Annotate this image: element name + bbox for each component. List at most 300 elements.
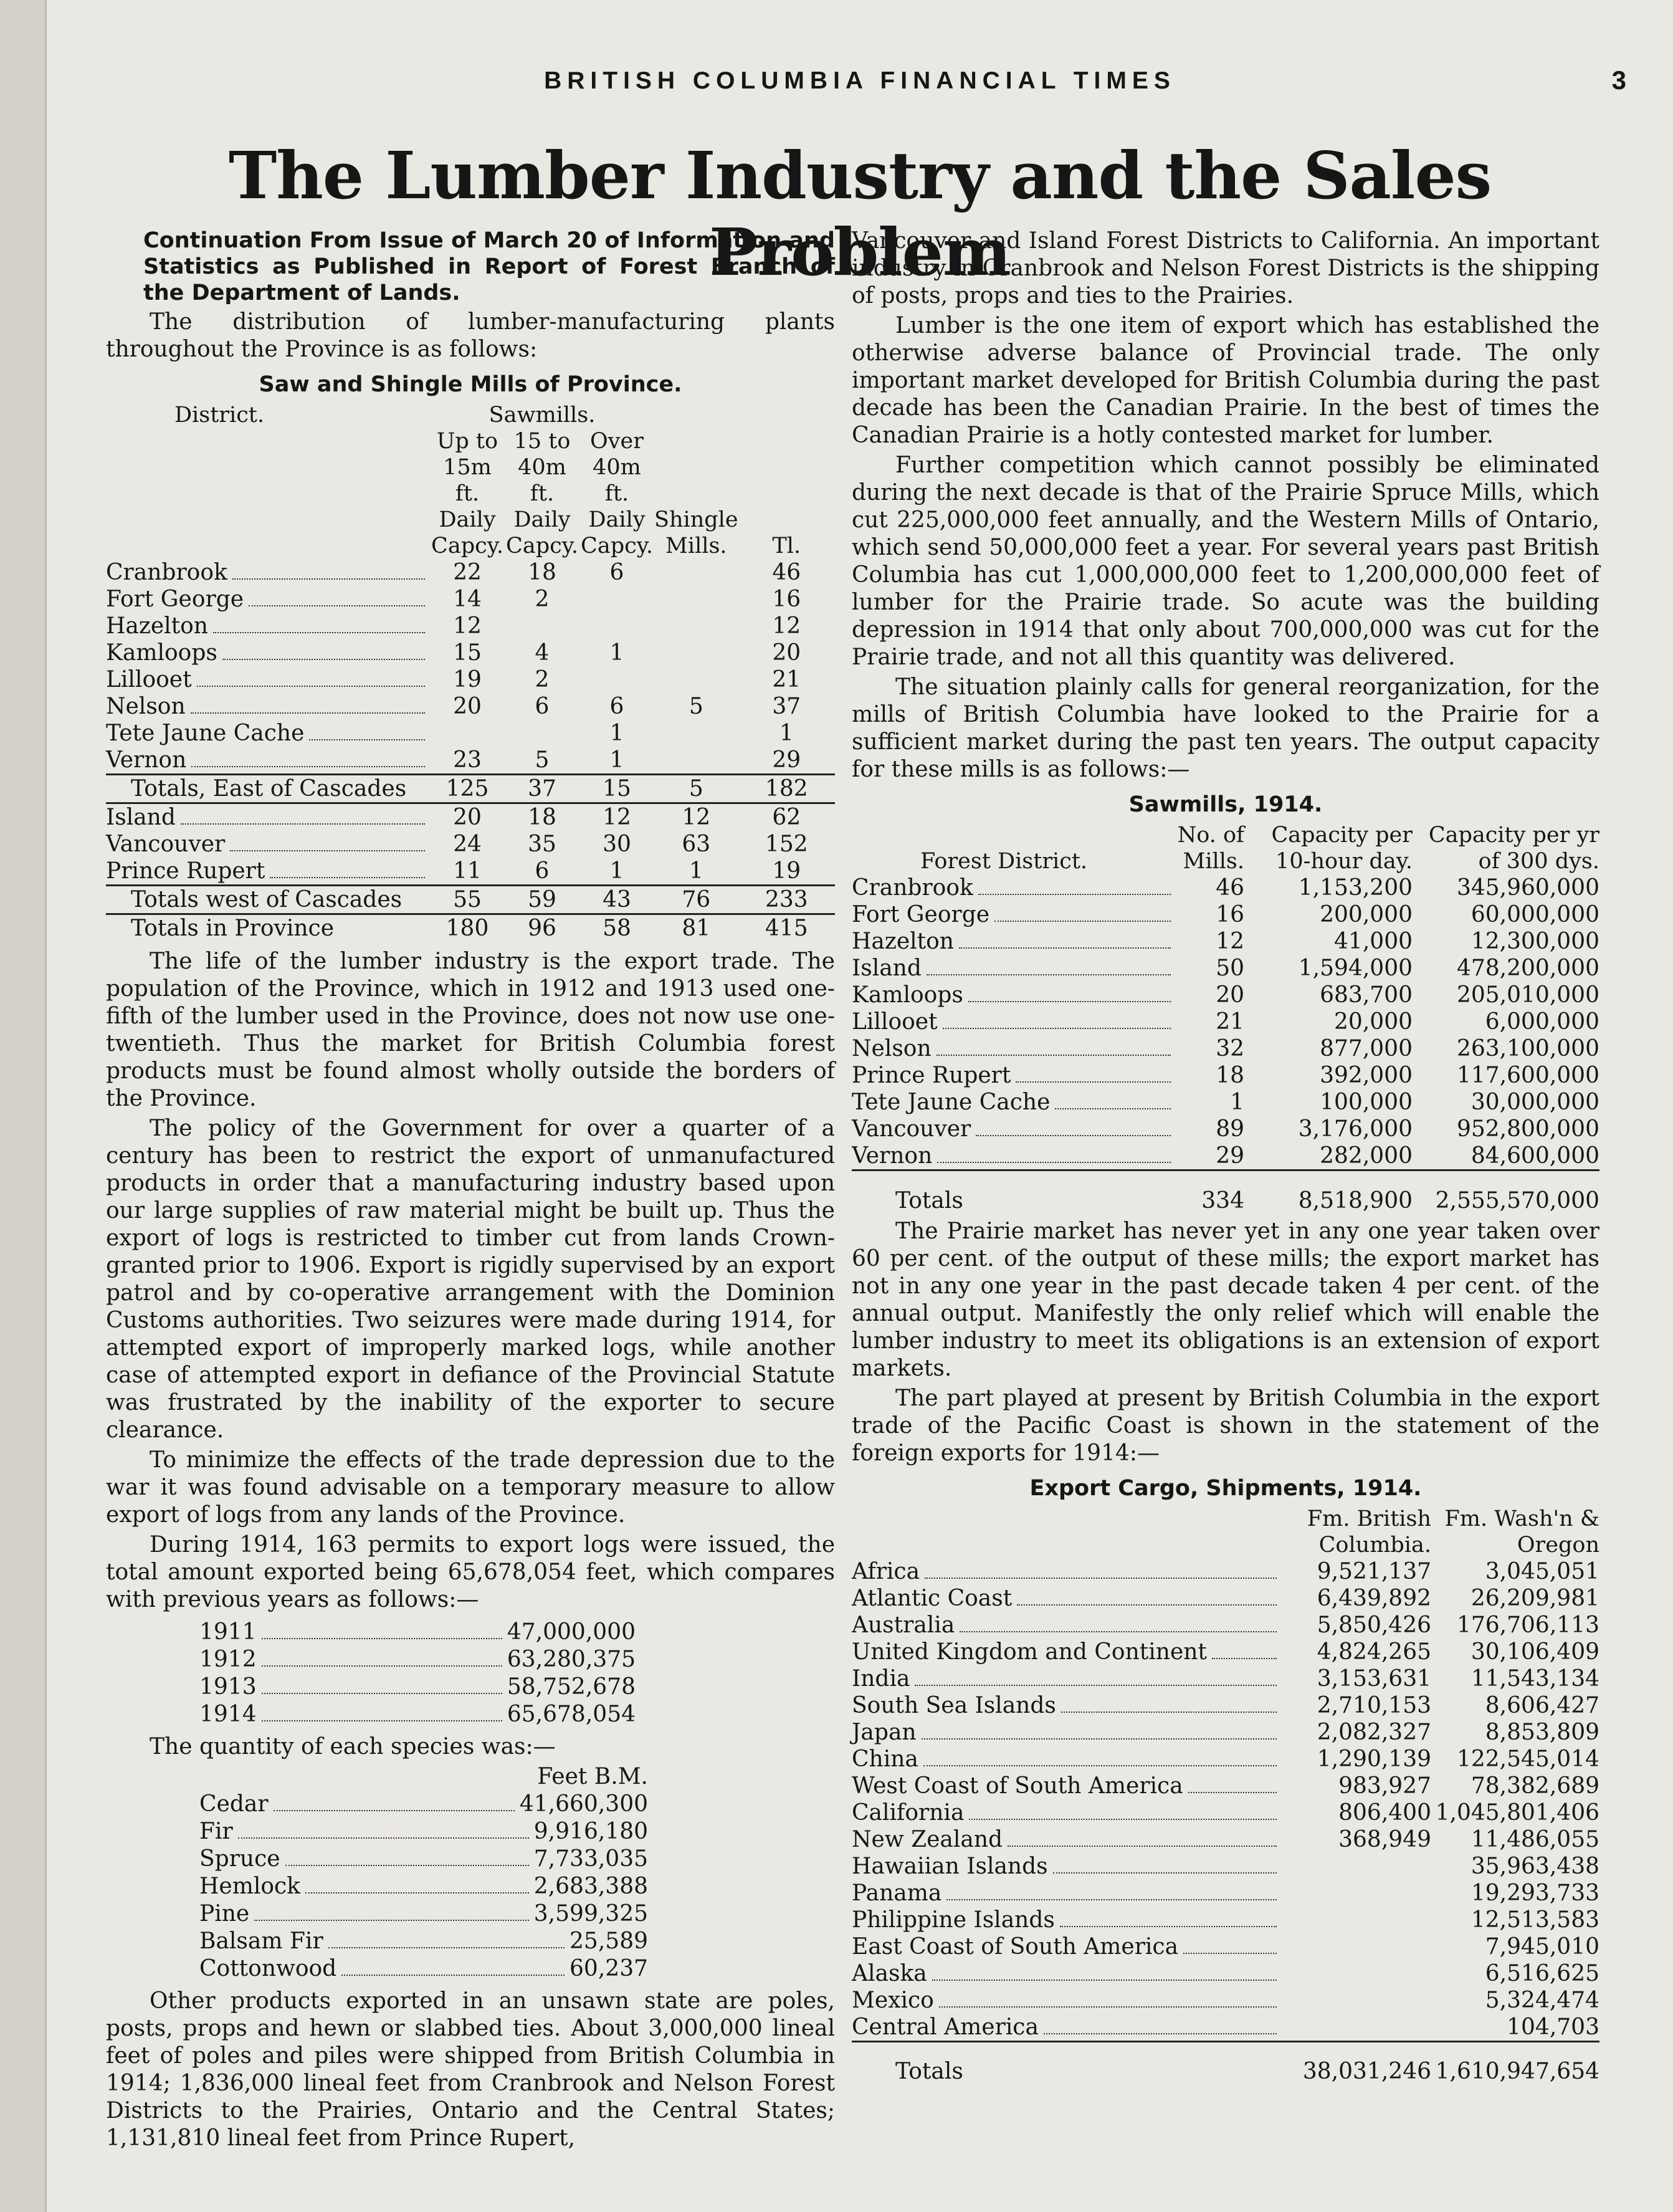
table-cell: 84,600,000 bbox=[1470, 1143, 1599, 1169]
page-binding-edge bbox=[0, 0, 47, 2212]
table-cell: 368,949 bbox=[1338, 1826, 1431, 1852]
item-value: 58,752,678 bbox=[507, 1674, 636, 1700]
list-item bbox=[199, 1701, 636, 1728]
table-cell: 59 bbox=[505, 886, 579, 914]
page-number: 3 bbox=[1611, 65, 1626, 95]
table-cell: 5 bbox=[654, 775, 738, 803]
table-cell: 12 bbox=[1216, 929, 1244, 954]
table-cell: 6,439,892 bbox=[1317, 1585, 1431, 1611]
export-table bbox=[852, 1506, 1599, 2085]
paragraph: Other products exported in an unsawn state are poles, posts, props and hewn or slabbed ties. About 3,000,000 lineal feet of poles and piles were shipped from British Columbia in 1914; 1,836,000 lineal feet from Cranbrook and Nelson Forest Districts to the Prairies, Ontario and the Central States; 1,131,810 lineal feet from Prince Rupert, bbox=[106, 1988, 835, 2151]
dot-leader bbox=[915, 1685, 1277, 1686]
dot-leader bbox=[968, 1001, 1171, 1002]
list-item bbox=[199, 1900, 648, 1928]
dot-leader bbox=[923, 1765, 1277, 1766]
table-cell: 46 bbox=[772, 560, 801, 585]
paragraph: The part played at present by British Columbia in the export trade of the Pacific Coast is shown in the statement of the foreign exports for 1914:— bbox=[852, 1385, 1599, 1466]
col-header: Fm. Wash'n & Oregon bbox=[1444, 1506, 1599, 1558]
table-cell bbox=[1282, 1907, 1431, 1933]
table-cell: 18 bbox=[1216, 1063, 1244, 1088]
row-label: Australia bbox=[852, 1612, 955, 1638]
dot-leader bbox=[309, 739, 425, 740]
col-header: Sawmills. bbox=[489, 403, 596, 428]
table-cell: 30,106,409 bbox=[1470, 1639, 1599, 1665]
article-title: The Lumber Industry and the Sales Problem bbox=[228, 137, 1492, 290]
table-row bbox=[852, 1035, 1599, 1062]
dot-leader bbox=[1060, 1926, 1277, 1927]
row-label: Kamloops bbox=[106, 640, 217, 666]
table-cell: 38,031,246 bbox=[1282, 2041, 1431, 2085]
table-cell: 78,382,689 bbox=[1470, 1773, 1599, 1799]
table-cell: 392,000 bbox=[1320, 1063, 1413, 1088]
table-cell: 18 bbox=[528, 560, 556, 585]
row-label: Japan bbox=[852, 1719, 917, 1745]
table-cell: 345,960,000 bbox=[1456, 875, 1599, 901]
item-label: Cedar bbox=[199, 1791, 269, 1817]
table-cell: 1 bbox=[609, 640, 624, 666]
col-header: Fm. British Columbia. bbox=[1307, 1506, 1431, 1558]
row-label: Fort George bbox=[106, 587, 244, 612]
table-row bbox=[852, 1142, 1599, 1171]
row-label: Vernon bbox=[852, 1143, 933, 1169]
table-cell: 2,710,153 bbox=[1317, 1692, 1431, 1718]
table-cell bbox=[505, 613, 579, 639]
dot-leader bbox=[922, 1738, 1277, 1740]
row-label: Totals, East of Cascades bbox=[106, 775, 430, 803]
table-cell: 60,000,000 bbox=[1470, 902, 1599, 927]
dot-leader bbox=[197, 686, 425, 687]
table-cell: 1,290,139 bbox=[1317, 1746, 1431, 1772]
item-value: 3,599,325 bbox=[533, 1901, 648, 1927]
dot-leader bbox=[274, 1810, 515, 1811]
table-cell: 32 bbox=[1216, 1036, 1244, 1061]
table-cell bbox=[654, 666, 738, 693]
item-label: 1914 bbox=[199, 1702, 257, 1727]
species-header: Feet B.M. bbox=[537, 1764, 648, 1789]
table-cell: 1 bbox=[609, 721, 624, 746]
table-cell: 30,000,000 bbox=[1470, 1089, 1599, 1115]
table-cell: 23 bbox=[453, 747, 482, 773]
dot-leader bbox=[262, 1665, 502, 1667]
row-label: Totals west of Cascades bbox=[106, 886, 430, 914]
dot-leader bbox=[262, 1638, 502, 1639]
left-column bbox=[106, 227, 835, 2155]
table-row bbox=[852, 874, 1599, 901]
item-value: 65,678,054 bbox=[507, 1702, 636, 1727]
dot-leader bbox=[254, 1920, 529, 1921]
col-header: Shingle Mills. bbox=[654, 507, 738, 558]
table-cell: 15 bbox=[579, 775, 654, 803]
table-cell: 983,927 bbox=[1338, 1773, 1431, 1799]
table-cell: 20 bbox=[1216, 982, 1244, 1008]
table-row bbox=[106, 693, 835, 720]
table-cell bbox=[1282, 2014, 1431, 2042]
row-label: Atlantic Coast bbox=[852, 1585, 1013, 1611]
dot-leader bbox=[232, 578, 425, 580]
table-cell: 3,176,000 bbox=[1298, 1116, 1413, 1142]
table-cell: 12 bbox=[654, 803, 738, 831]
table-cell: 43 bbox=[579, 886, 654, 914]
table-row bbox=[852, 2014, 1599, 2042]
row-label: Totals bbox=[852, 1171, 1176, 1214]
paragraph: Further competition which cannot possibly be eliminated during the next decade is that of the Prairie Spruce Mills, which cut 225,000,000 feet annually, and the Western Mills of Ontario, which send 50,000,000 feet a year. For several years past British Columbia has cut 1,000,000,000 feet to 1,200,000,000 feet of lumber for the Prairie trade. So acute was the building depression in 1914 that only about 700,000,000 was cut for the Prairie trade, and not all this quantity was delivered. bbox=[852, 452, 1599, 670]
paragraph: The life of the lumber industry is the export trade. The population of the Province, which in 1912 and 1913 used one-fifth of the lumber used in the Province, does not now use one-twentieth. Thus the market for British Columbia forest products must be found almost wholly outside the borders of the Province. bbox=[106, 949, 835, 1111]
table-cell: 2,082,327 bbox=[1317, 1719, 1431, 1745]
dot-leader bbox=[305, 1892, 529, 1894]
table-cell bbox=[579, 666, 654, 693]
col-header: Capacity per 10-hour day. bbox=[1271, 823, 1413, 874]
item-value: 25,589 bbox=[570, 1928, 648, 1954]
col-header: Tl. bbox=[772, 534, 801, 558]
row-label: Prince Rupert bbox=[106, 858, 265, 884]
row-label: Island bbox=[106, 805, 176, 830]
table-cell: 15 bbox=[453, 640, 482, 666]
table-cell bbox=[1282, 1960, 1431, 1987]
dot-leader bbox=[1053, 1872, 1277, 1874]
sawmills-table bbox=[852, 822, 1599, 1214]
table-cell: 21 bbox=[772, 667, 801, 692]
table-cell: 8,606,427 bbox=[1485, 1692, 1599, 1718]
list-item bbox=[199, 1846, 648, 1873]
row-label: Cranbrook bbox=[852, 875, 973, 901]
table-cell: 12 bbox=[579, 803, 654, 831]
table-cell: 12 bbox=[772, 613, 801, 639]
row-label: New Zealand bbox=[852, 1826, 1003, 1852]
row-label: Panama bbox=[852, 1880, 942, 1906]
table-cell: 24 bbox=[453, 831, 482, 857]
table-row bbox=[106, 613, 835, 639]
dot-leader bbox=[1008, 1846, 1277, 1847]
item-value: 9,916,180 bbox=[533, 1819, 648, 1844]
running-head: BRITISH COLUMBIA FINANCIAL TIMES bbox=[544, 67, 1176, 94]
table-cell: 20,000 bbox=[1334, 1009, 1413, 1035]
item-label: Balsam Fir bbox=[199, 1928, 323, 1954]
col-header: Up to 15m ft. Daily Capcy. bbox=[431, 429, 503, 558]
table-cell: 122,545,014 bbox=[1456, 1746, 1599, 1772]
table-cell: 5 bbox=[535, 747, 550, 773]
paragraph: Lumber is the one item of export which has established the otherwise adverse balance of Provincial trade. The only important market developed for British Columbia during the past decade has been the Canadian Prairie. In the best of times the Canadian Prairie is a hotly contested market for lumber. bbox=[852, 313, 1599, 448]
table-cell: 2 bbox=[535, 587, 550, 612]
list-item bbox=[199, 1955, 648, 1983]
table-cell: 1 bbox=[1230, 1089, 1244, 1115]
col-header: 15 to 40m ft. Daily Capcy. bbox=[506, 429, 578, 558]
row-label: Nelson bbox=[852, 1036, 932, 1061]
table-cell: 11,486,055 bbox=[1470, 1826, 1599, 1852]
dot-leader bbox=[943, 1028, 1171, 1029]
table-cell bbox=[654, 747, 738, 775]
table-cell bbox=[1282, 1987, 1431, 2014]
item-label: 1911 bbox=[199, 1619, 257, 1645]
col-header: District. bbox=[174, 403, 264, 428]
table-cell bbox=[505, 720, 579, 747]
table-cell: 6 bbox=[609, 694, 624, 719]
paragraph: During 1914, 163 permits to export logs were issued, the total amount exported being 65,678,054 feet, which compares with previous years as follows:— bbox=[106, 1532, 835, 1612]
table-cell: 21 bbox=[1216, 1009, 1244, 1035]
table-cell: 62 bbox=[738, 803, 835, 831]
dot-leader bbox=[1212, 1658, 1277, 1659]
row-label: Cranbrook bbox=[106, 560, 227, 585]
table-cell: 334 bbox=[1176, 1171, 1244, 1214]
row-label: Tete Jaune Cache bbox=[106, 721, 305, 746]
dot-leader bbox=[213, 632, 425, 633]
table-cell: 16 bbox=[772, 587, 801, 612]
table-cell: 22 bbox=[453, 560, 482, 585]
row-label: Totals bbox=[852, 2041, 1282, 2085]
table-row bbox=[852, 1799, 1599, 1826]
table-cell: 1,594,000 bbox=[1298, 955, 1413, 981]
table-cell: 8,853,809 bbox=[1485, 1719, 1599, 1745]
table-cell bbox=[654, 559, 738, 586]
dot-leader bbox=[249, 605, 425, 606]
item-label: Spruce bbox=[199, 1846, 280, 1872]
list-item bbox=[199, 1619, 636, 1646]
table-row bbox=[852, 1746, 1599, 1773]
dot-leader bbox=[1061, 1712, 1277, 1713]
item-label: 1913 bbox=[199, 1674, 257, 1700]
dot-leader bbox=[262, 1720, 502, 1721]
row-label: Fort George bbox=[852, 902, 990, 927]
table-row bbox=[106, 858, 835, 886]
table-cell: 100,000 bbox=[1320, 1089, 1413, 1115]
dot-leader bbox=[1017, 1604, 1277, 1606]
table-cell: 8,518,900 bbox=[1244, 1171, 1413, 1214]
dot-leader bbox=[937, 1162, 1171, 1163]
list-item bbox=[199, 1791, 648, 1818]
table-cell: 18 bbox=[505, 803, 579, 831]
row-label: Africa bbox=[852, 1558, 920, 1584]
table-row bbox=[852, 1116, 1599, 1142]
table-row bbox=[106, 803, 835, 831]
table-row bbox=[852, 1692, 1599, 1719]
table-cell bbox=[1282, 1853, 1431, 1880]
table-row bbox=[852, 1062, 1599, 1089]
table-row bbox=[106, 666, 835, 693]
dot-leader bbox=[978, 894, 1171, 895]
table-row bbox=[106, 559, 835, 586]
row-label: United Kingdom and Continent bbox=[852, 1639, 1207, 1665]
table-row bbox=[106, 831, 835, 858]
dot-leader bbox=[191, 766, 425, 767]
row-label: Nelson bbox=[106, 694, 186, 719]
table-cell: 37 bbox=[505, 775, 579, 803]
table-cell: 19,293,733 bbox=[1470, 1880, 1599, 1906]
table-cell: 3,153,631 bbox=[1317, 1665, 1431, 1692]
table-cell: 2,555,570,000 bbox=[1413, 1171, 1599, 1214]
table-cell: 1,045,801,406 bbox=[1435, 1799, 1599, 1826]
item-label: Hemlock bbox=[199, 1874, 300, 1899]
dot-leader bbox=[927, 974, 1171, 975]
paragraph: The distribution of lumber-manufacturing plants throughout the Province is as follows: bbox=[106, 309, 835, 362]
table-row bbox=[106, 586, 835, 613]
table-cell: 6,000,000 bbox=[1485, 1009, 1599, 1035]
table-cell: 14 bbox=[453, 587, 482, 612]
dot-leader bbox=[932, 1980, 1277, 1981]
row-label: California bbox=[852, 1799, 965, 1826]
table-cell: 20 bbox=[430, 803, 505, 831]
totals-row bbox=[106, 886, 835, 914]
table-cell: 5,324,474 bbox=[1485, 1987, 1599, 2013]
dot-leader bbox=[969, 1819, 1277, 1820]
table-row bbox=[852, 1933, 1599, 1960]
dot-leader bbox=[1188, 1792, 1277, 1793]
table-row bbox=[852, 1960, 1599, 1987]
table-row bbox=[852, 1558, 1599, 1585]
table-cell: 26,209,981 bbox=[1470, 1585, 1599, 1611]
paragraph: Vancouver and Island Forest Districts to California. An important industry in Cranbrook and Nelson Forest Districts is the shipping of posts, props and ties to the Prairies. bbox=[852, 228, 1599, 309]
row-label: Hazelton bbox=[852, 929, 954, 954]
table-cell: 205,010,000 bbox=[1456, 982, 1599, 1008]
table-row bbox=[852, 955, 1599, 982]
dot-leader bbox=[328, 1947, 565, 1948]
table-row bbox=[852, 1612, 1599, 1639]
table-cell bbox=[430, 720, 505, 747]
row-label: Totals in Province bbox=[106, 914, 430, 942]
table-cell: 41,000 bbox=[1334, 929, 1413, 954]
table-cell: 4 bbox=[535, 640, 550, 666]
table-row bbox=[852, 1826, 1599, 1853]
table-row bbox=[852, 1008, 1599, 1035]
dot-leader bbox=[270, 877, 425, 878]
row-label: Central America bbox=[852, 2014, 1039, 2040]
table-cell: 6 bbox=[609, 560, 624, 585]
list-item bbox=[199, 1646, 636, 1673]
table-cell: 282,000 bbox=[1320, 1143, 1413, 1169]
table-cell bbox=[654, 639, 738, 666]
dot-leader bbox=[946, 1899, 1277, 1900]
table-cell: 11,543,134 bbox=[1470, 1665, 1599, 1692]
col-header: Over 40m ft. Daily Capcy. bbox=[581, 429, 653, 558]
table-cell: 1 bbox=[609, 858, 624, 884]
species-list bbox=[199, 1791, 648, 1983]
table-cell bbox=[654, 586, 738, 613]
paragraph: The policy of the Government for over a quarter of a century has been to restrict the export of unmanufactured products in order that a manufacturing industry based upon our large supplies of raw material might be built up. Thus the export of logs is restricted to timber cut from lands Crown-granted prior to 1906. Export is rigidly supervised by an export patrol and by co-operative arrangement with the Dominion Customs authorities. Two seizures were made during 1914, for attempted export of improperly marked logs, while another case of attempted export in defiance of the Provincial Statute was frustrated by the inability of the exporter to secure clearance. bbox=[106, 1116, 835, 1443]
item-value: 7,733,035 bbox=[533, 1846, 648, 1872]
table-cell: 2 bbox=[535, 667, 550, 692]
table-cell: 12,513,583 bbox=[1470, 1907, 1599, 1933]
dot-leader bbox=[976, 1135, 1171, 1136]
table-cell: 6,516,625 bbox=[1485, 1960, 1599, 1986]
row-label: East Coast of South America bbox=[852, 1933, 1179, 1960]
dot-leader bbox=[1016, 1081, 1171, 1083]
table-cell bbox=[654, 720, 738, 747]
table-cell: 19 bbox=[772, 858, 801, 884]
dot-leader bbox=[230, 850, 425, 851]
totals-row bbox=[852, 1171, 1599, 1214]
row-label: Vernon bbox=[106, 747, 187, 773]
dot-leader bbox=[262, 1693, 502, 1694]
table-row bbox=[106, 720, 835, 747]
mills-table-title: Saw and Shingle Mills of Province. bbox=[259, 372, 682, 397]
table-cell: 12,300,000 bbox=[1470, 929, 1599, 954]
row-label: Philippine Islands bbox=[852, 1907, 1055, 1933]
table-row bbox=[852, 1773, 1599, 1799]
table-cell: 29 bbox=[772, 747, 801, 773]
table-cell: 7,945,010 bbox=[1485, 1933, 1599, 1960]
dot-leader bbox=[1044, 2033, 1277, 2034]
lead-note: Continuation From Issue of March 20 of Information and Statistics as Published in Report of Forest Branch of the Department of Lands. bbox=[143, 228, 835, 305]
table-cell: 30 bbox=[603, 831, 631, 857]
dot-leader bbox=[238, 1837, 529, 1839]
list-item bbox=[199, 1673, 636, 1701]
table-cell: 263,100,000 bbox=[1456, 1036, 1599, 1061]
table-cell: 9,521,137 bbox=[1317, 1558, 1431, 1584]
row-label: West Coast of South America bbox=[852, 1773, 1183, 1799]
row-label: Prince Rupert bbox=[852, 1063, 1011, 1088]
table-cell: 176,706,113 bbox=[1456, 1612, 1599, 1638]
table-cell: 96 bbox=[505, 914, 579, 942]
list-item bbox=[199, 1873, 648, 1900]
table-cell: 55 bbox=[430, 886, 505, 914]
row-label: India bbox=[852, 1665, 910, 1692]
table-cell: 76 bbox=[654, 886, 738, 914]
table-row bbox=[852, 928, 1599, 955]
paragraph: The Prairie market has never yet in any one year taken over 60 per cent. of the output of these mills; the export market has not in any one year in the past decade taken 4 per cent. of the annual output. Manifestly the only relief which will enable the lumber industry to meet its obligations is an extension of export markets. bbox=[852, 1218, 1599, 1381]
list-item bbox=[199, 1928, 648, 1955]
table-cell: 415 bbox=[738, 914, 835, 942]
table-row bbox=[852, 1987, 1599, 2014]
col-header: Forest District. bbox=[920, 849, 1088, 874]
table-cell bbox=[579, 586, 654, 613]
table-cell: 35,963,438 bbox=[1470, 1853, 1599, 1879]
dot-leader bbox=[937, 1055, 1171, 1056]
dot-leader bbox=[222, 659, 425, 660]
dot-leader bbox=[181, 823, 425, 825]
table-cell: 1,610,947,654 bbox=[1431, 2041, 1599, 2085]
table-cell: 11 bbox=[453, 858, 482, 884]
table-row bbox=[106, 639, 835, 666]
item-label: 1912 bbox=[199, 1647, 257, 1672]
table-cell: 117,600,000 bbox=[1456, 1063, 1599, 1088]
col-header: No. of Mills. bbox=[1177, 823, 1244, 874]
table-row bbox=[852, 1853, 1599, 1880]
table-cell: 4,824,265 bbox=[1317, 1639, 1431, 1665]
item-label: Pine bbox=[199, 1901, 250, 1927]
dot-leader bbox=[285, 1865, 529, 1866]
row-label: Tete Jaune Cache bbox=[852, 1089, 1051, 1115]
table-cell bbox=[579, 613, 654, 639]
row-label: Lillooet bbox=[106, 667, 192, 692]
paragraph: The quantity of each species was:— bbox=[150, 1734, 556, 1760]
table-row bbox=[106, 747, 835, 775]
table-row bbox=[852, 1639, 1599, 1665]
table-cell: 89 bbox=[1216, 1116, 1244, 1142]
table-cell bbox=[654, 613, 738, 639]
table-cell: 478,200,000 bbox=[1456, 955, 1599, 981]
row-label: Vancouver bbox=[106, 831, 226, 857]
table-cell: 104,703 bbox=[1507, 2014, 1599, 2040]
table-cell: 952,800,000 bbox=[1456, 1116, 1599, 1142]
dot-leader bbox=[959, 947, 1171, 949]
table-cell bbox=[1282, 1933, 1431, 1960]
item-value: 60,237 bbox=[570, 1956, 648, 1981]
item-value: 2,683,388 bbox=[533, 1874, 648, 1899]
table-cell: 37 bbox=[772, 694, 801, 719]
list-item bbox=[199, 1818, 648, 1846]
table-row bbox=[852, 1719, 1599, 1746]
row-label: Hawaiian Islands bbox=[852, 1853, 1048, 1879]
table-cell: 81 bbox=[654, 914, 738, 942]
table-cell: 58 bbox=[579, 914, 654, 942]
table-cell: 233 bbox=[738, 886, 835, 914]
table-cell: 3,045,051 bbox=[1485, 1558, 1599, 1584]
table-cell: 20 bbox=[772, 640, 801, 666]
years-list bbox=[199, 1619, 636, 1728]
row-label: Mexico bbox=[852, 1987, 934, 2013]
table-cell: 877,000 bbox=[1320, 1036, 1413, 1061]
row-label: Vancouver bbox=[852, 1116, 971, 1142]
table-cell: 16 bbox=[1216, 902, 1244, 927]
table-cell: 5,850,426 bbox=[1317, 1612, 1431, 1638]
